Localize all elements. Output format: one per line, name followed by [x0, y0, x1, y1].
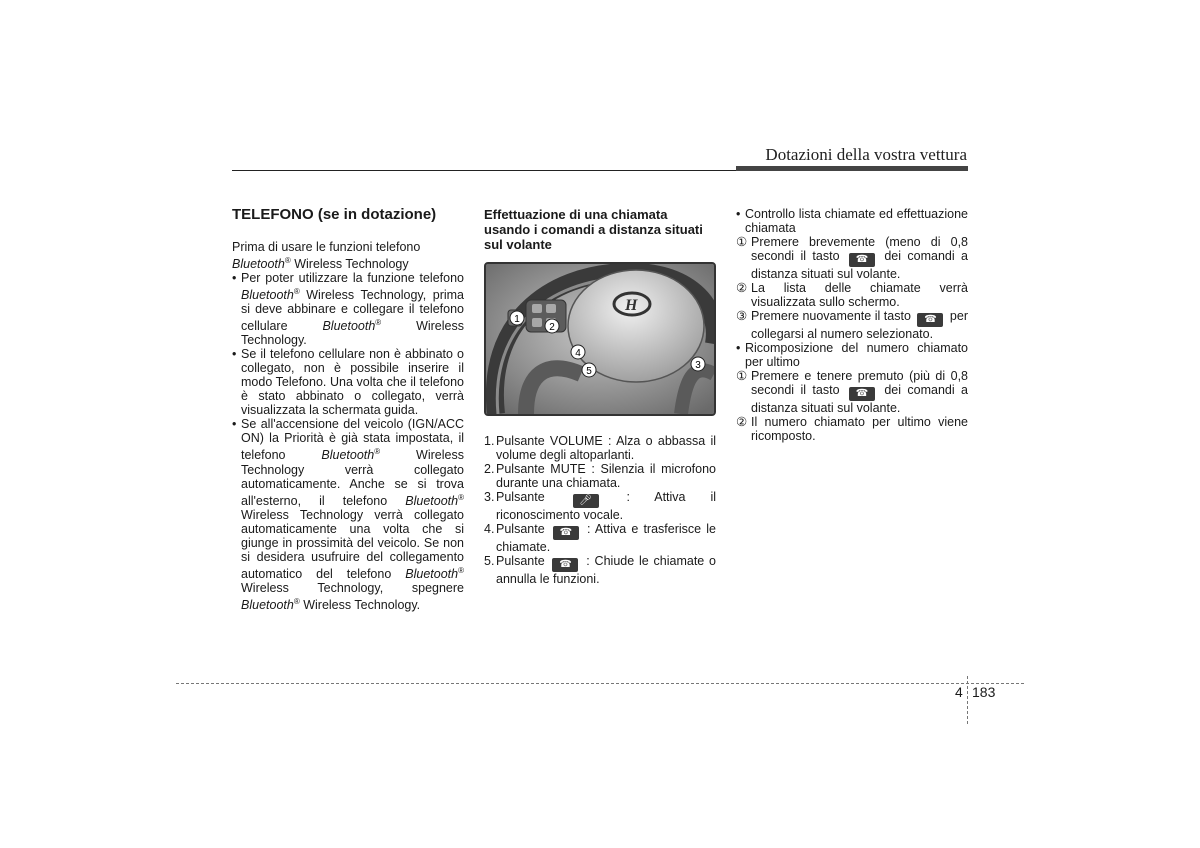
list-item: • Controllo lista chiamate ed effettuazione chiamata [736, 207, 968, 235]
list-item: 5. Pulsante ☎︎ : Chiude le chiamate o annulla le funzioni. [484, 554, 716, 586]
footer-divider [967, 676, 968, 724]
page-number: 183 [972, 684, 996, 700]
list-item: 4. Pulsante ☎︎ : Attiva e trasferisce le chiamate. [484, 522, 716, 554]
list-item: 2. Pulsante MUTE : Silenzia il microfono durante una chiamata. [484, 462, 716, 490]
call-list-steps [736, 235, 968, 341]
call-end-icon: ☎︎ [552, 558, 578, 572]
header-rule-accent [736, 166, 968, 171]
redial-steps [736, 369, 968, 443]
call-answer-icon: ☎︎ [917, 313, 943, 327]
intro-paragraph: Prima di usare le funzioni telefono Bluetooth® Wireless Technology [232, 240, 421, 272]
call-answer-icon: ☎︎ [553, 526, 579, 540]
list-item: ② La lista delle chiamate verrà visualizzata sullo schermo. [736, 281, 968, 309]
callout-4: 4 [575, 348, 581, 359]
column-chiamate [736, 207, 968, 443]
section-subheading: Effettuazione di una chiamata usando i comandi a distanza situati sul volante [484, 207, 703, 252]
call-answer-icon: ☎︎ [849, 253, 875, 267]
callout-2: 2 [549, 322, 555, 333]
list-item: • Per poter utilizzare la funzione telefono Bluetooth® Wireless Technology, prima si deve abbinare e collegare il telefono cellulare Bluetooth® Wireless Technology. [232, 271, 464, 347]
callout-3: 3 [695, 360, 701, 371]
voice-recognition-icon: 🎤︎ [573, 494, 599, 508]
list-item: • Se il telefono cellulare non è abbinato o collegato, non è possibile inserire il modo Telefono. Una volta che il telefono è stato abbinato o collegato, verrà visualizzata la schermata guida. [232, 347, 464, 417]
button-list [484, 434, 716, 586]
callout-1: 1 [514, 314, 520, 325]
steering-wheel-figure [484, 262, 716, 416]
callout-5: 5 [586, 366, 592, 377]
call-list-section [736, 207, 968, 235]
column-telefono [232, 206, 464, 612]
list-item: 3. Pulsante 🎤︎ : Attiva il riconoscimento vocale. [484, 490, 716, 522]
list-item: ② Il numero chiamato per ultimo viene ricomposto. [736, 415, 968, 443]
list-item: 1. Pulsante VOLUME : Alza o abbassa il volume degli altoparlanti. [484, 434, 716, 462]
redial-section [736, 341, 968, 369]
svg-text:H: H [625, 297, 638, 314]
chapter-number: 4 [955, 684, 963, 700]
telefono-bullets [232, 271, 464, 612]
list-item: • Ricomposizione del numero chiamato per ultimo [736, 341, 968, 369]
section-heading: TELEFONO (se in dotazione) [232, 206, 437, 223]
list-item: ① Premere e tenere premuto (più di 0,8 secondi il tasto ☎︎ dei comandi a distanza situati sul volante. [736, 369, 968, 415]
footer-rule [176, 683, 1024, 684]
list-item: ③ Premere nuovamente il tasto ☎︎ per collegarsi al numero selezionato. [736, 309, 968, 341]
page-header-title: Dotazioni della vostra vettura [765, 145, 967, 164]
column-comandi-volante [484, 207, 716, 586]
list-item: ① Premere brevemente (meno di 0,8 secondi il tasto ☎︎ dei comandi a distanza situati sul volante. [736, 235, 968, 281]
list-item: • Se all'accensione del veicolo (IGN/ACC ON) la Priorità è già stata impostata, il telefono Bluetooth® Wireless Technology verrà collegato automaticamente. Anche se si trova all'esterno, il telefono Bluetooth® Wireless Technology verrà collegato automaticamente una volta che si giunge in prossimità del veicolo. Se non si desidera usufruire del collegamento automatico del telefono Bluetooth® Wireless Technology, spegnere Bluetooth® Wireless Technology. [232, 417, 464, 612]
steering-wheel-illustration [486, 264, 714, 414]
call-answer-icon: ☎︎ [849, 387, 875, 401]
